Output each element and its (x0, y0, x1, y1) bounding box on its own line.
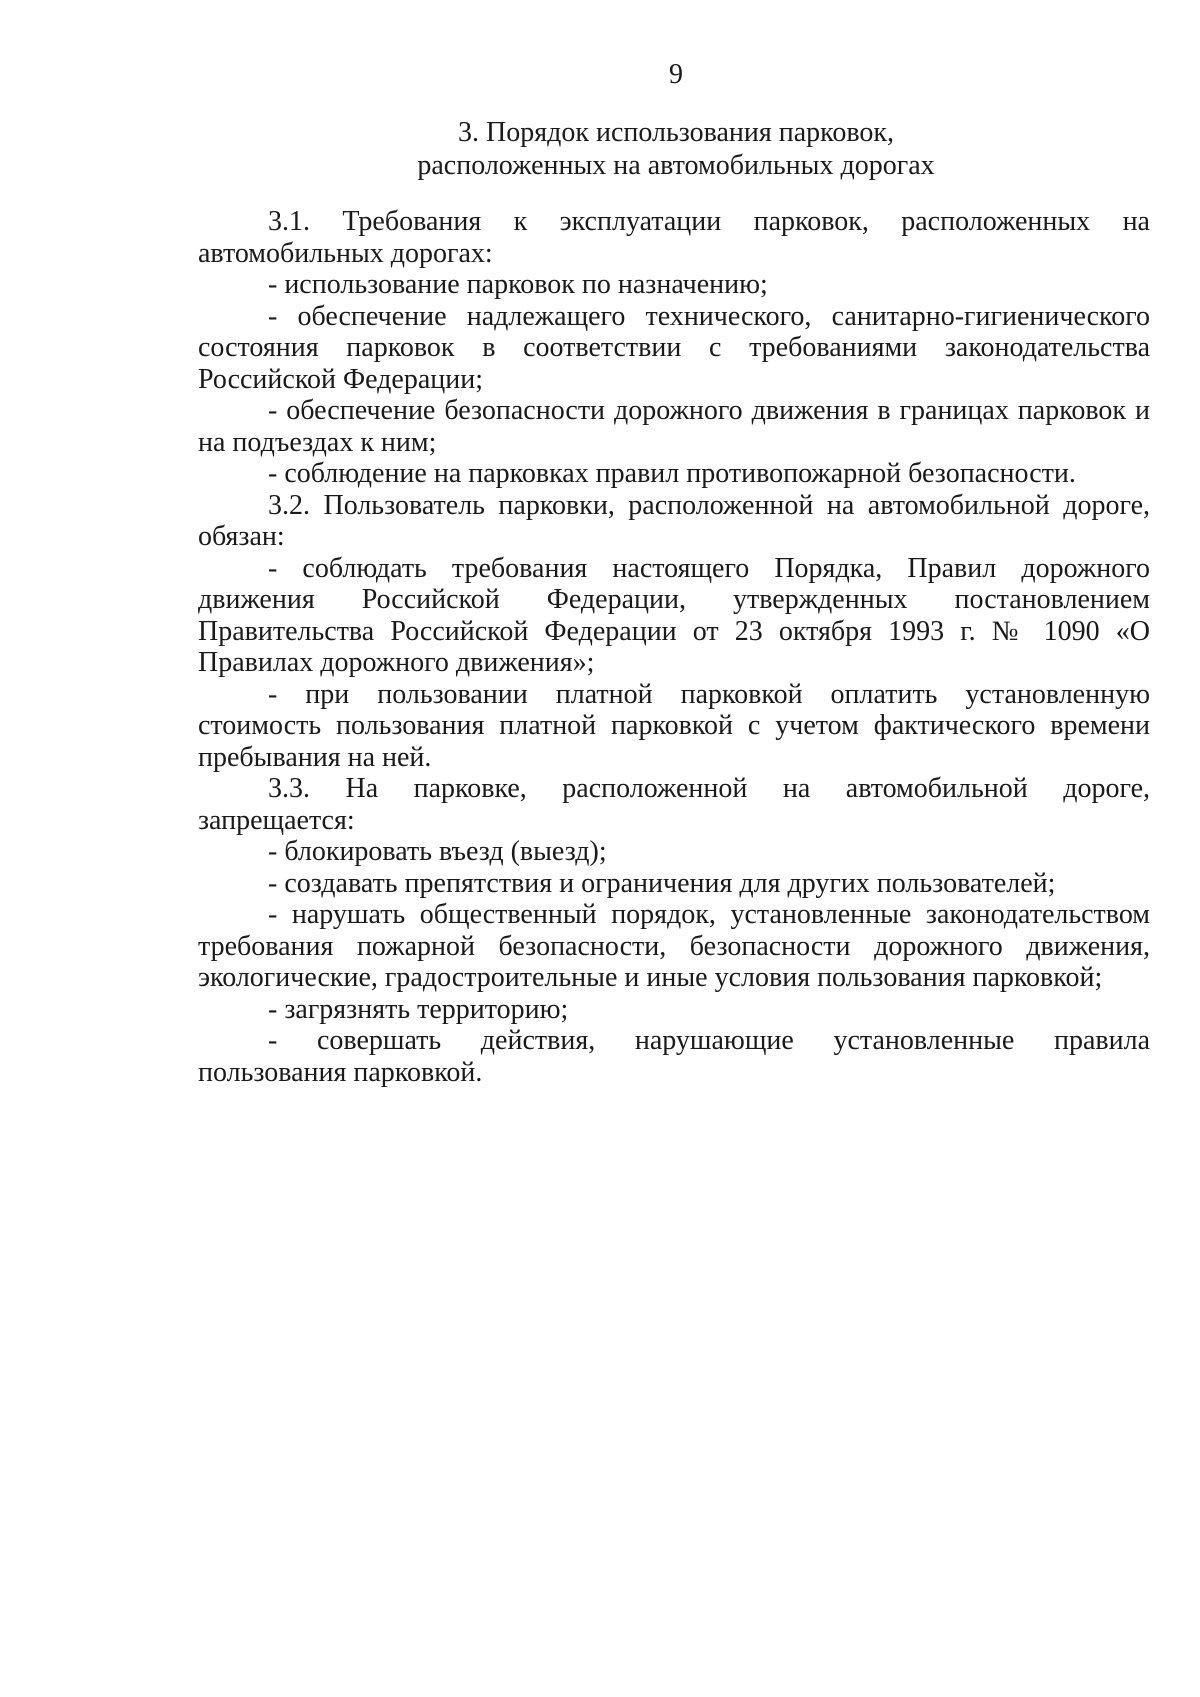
list-item (198, 994, 1150, 1026)
paragraph-line: запрещается: (198, 804, 355, 836)
section-title-line-2: расположенных на автомобильных дорогах (417, 150, 935, 181)
paragraph-line: - загрязнять территорию; (268, 993, 569, 1025)
paragraph-line: автомобильных дорогах: (198, 237, 493, 269)
paragraph-line: на подъездах к ним; (198, 426, 437, 458)
list-item (198, 836, 1150, 868)
paragraph-line: Правительства Российской Федерации от 23 октября 1993 г. № 1090 «О (198, 615, 1150, 647)
paragraph-line: - соблюдать требования настоящего Порядка, Правил дорожного (268, 552, 1150, 584)
paragraph-line: обязан: (198, 521, 285, 552)
paragraph-line: - нарушать общественный порядок, установленные законодательством (268, 899, 1150, 930)
paragraph-3-1 (198, 206, 1150, 269)
page-number: 9 (669, 59, 683, 90)
paragraph-line: - обеспечение надлежащего технического, санитарно-гигиенического (268, 300, 1150, 332)
paragraph-line: - при пользовании платной парковкой оплатить установленную (268, 678, 1150, 710)
paragraph-line: - блокировать въезд (выезд); (268, 836, 607, 867)
list-item (198, 269, 1150, 301)
paragraph-line: - соблюдение на парковках правил противопожарной безопасности. (268, 458, 1076, 489)
paragraph-3-3 (198, 773, 1150, 836)
list-item (198, 868, 1150, 900)
paragraph-line: 3.3. На парковке, расположенной на автомобильной дороге, (268, 773, 1150, 804)
paragraph-line: экологические, градостроительные и иные условия пользования парковкой; (198, 962, 1103, 993)
document-body (198, 206, 1150, 1088)
paragraph-line: движения Российской Федерации, утвержденных постановлением (198, 584, 1150, 615)
list-item (198, 899, 1150, 994)
paragraph-line: - обеспечение безопасности дорожного движения в границах парковок и (268, 395, 1150, 426)
paragraph-line: стоимость пользования платной парковкой с учетом фактического времени (198, 710, 1150, 741)
paragraph-line: 3.1. Требования к эксплуатации парковок, расположенных на (268, 206, 1150, 237)
list-item (198, 395, 1150, 458)
list-item (198, 553, 1150, 679)
paragraph-line: 3.2. Пользователь парковки, расположенной на автомобильной дороге, (268, 489, 1150, 521)
section-title (0, 116, 1200, 182)
paragraph-line: - использование парковок по назначению; (268, 269, 768, 300)
paragraph-line: пользования парковкой. (198, 1056, 483, 1088)
paragraph-line: состояния парковок в соответствии с требованиями законодательства (198, 332, 1150, 363)
list-item (198, 301, 1150, 396)
paragraph-line: Российской Федерации; (198, 363, 484, 395)
paragraph-3-2 (198, 490, 1150, 553)
paragraph-line: - совершать действия, нарушающие установленные правила (268, 1025, 1150, 1056)
paragraph-line: требования пожарной безопасности, безопасности дорожного движения, (198, 930, 1150, 962)
list-item (198, 1025, 1150, 1088)
list-item (198, 458, 1150, 490)
list-item (198, 679, 1150, 774)
paragraph-line: Правилах дорожного движения»; (198, 647, 595, 678)
section-title-line-1: 3. Порядок использования парковок, (458, 117, 894, 148)
paragraph-line: - создавать препятствия и ограничения для других пользователей; (268, 867, 1056, 899)
paragraph-line: пребывания на ней. (198, 741, 432, 773)
